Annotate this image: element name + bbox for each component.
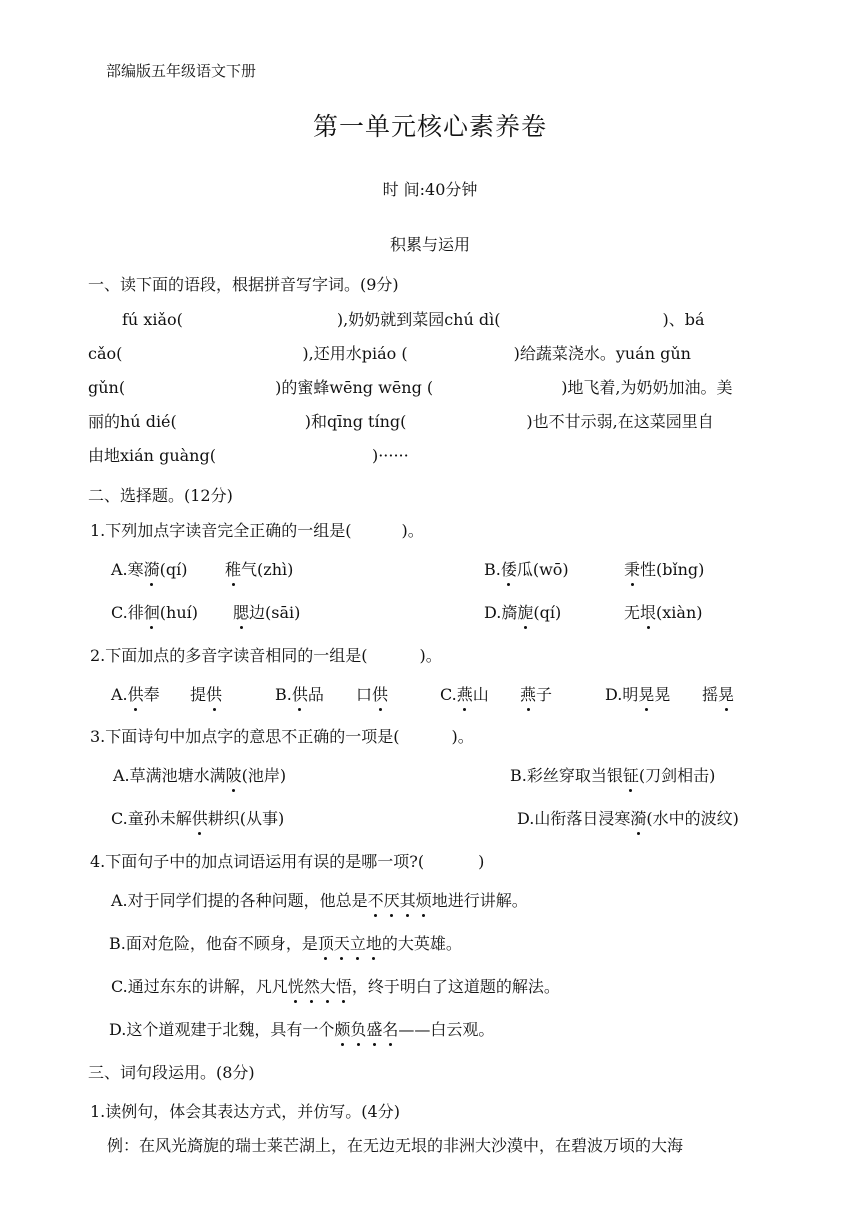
- s1-line1-b: ),奶奶就到菜园chú dì(: [336, 310, 501, 329]
- s1-line1-c: )、bá: [662, 310, 705, 329]
- s1-line3: [88, 375, 733, 398]
- s1-line3-c: )地飞着,为奶奶加油。美: [561, 378, 733, 397]
- q1-option-c: C.徘徊(huí): [111, 600, 198, 623]
- section1-title: 一、读下面的语段，根据拼音写字词。(9分): [88, 275, 399, 294]
- s1-line5-a: 由地xián guàng(: [88, 446, 216, 465]
- time-limit: 时 间:40分钟: [382, 180, 478, 199]
- section3-title: 三、词句段运用。(8分): [88, 1063, 255, 1082]
- q2-stem: [90, 643, 442, 666]
- page-title: 第一单元核心素养卷: [312, 112, 547, 141]
- q2-option-b2: 口供: [356, 682, 388, 705]
- document-header: 部编版五年级语文下册: [106, 62, 257, 80]
- q1-stem-text: 1.下列加点字读音完全正确的一组是(: [90, 521, 352, 540]
- q1-option-c2: 腮边(sāi): [233, 600, 300, 623]
- q2-stem-text: 2.下面加点的多音字读音相同的一组是(: [90, 646, 368, 665]
- q4-stem: [90, 849, 484, 872]
- q1-stem-end: )。: [401, 521, 424, 540]
- s1-line1-a: fú xiǎo(: [122, 310, 183, 329]
- s1-line3-b: )的蜜蜂wēng wēng (: [275, 378, 434, 397]
- q1-option-d2: 无垠(xiàn): [624, 600, 703, 623]
- q2-option-a2: 提供: [190, 682, 222, 705]
- s1-line4-b: )和qīng tíng(: [304, 412, 407, 431]
- q2-option-d: D.明晃晃: [605, 682, 670, 705]
- s1-line2-a: cǎo(: [88, 344, 123, 363]
- q1-stem: [90, 518, 424, 541]
- s1-line4-a: 丽的hú dié(: [88, 412, 177, 431]
- q3-option-d: D.山衔落日浸寒漪(水中的波纹): [517, 806, 739, 829]
- q4-stem-end: ): [478, 852, 485, 871]
- s1-line2-b: ),还用水piáo (: [302, 344, 408, 363]
- s1-line5-b: )······: [371, 446, 409, 465]
- q4-stem-text: 4.下面句子中的加点词语运用有误的是哪一项?(: [90, 852, 425, 871]
- section2-title: 二、选择题。(12分): [88, 486, 233, 505]
- q3-stem: [90, 724, 474, 747]
- q1-option-a: [111, 557, 188, 580]
- q3-option-c: C.童孙未解供耕织(从事): [111, 806, 284, 829]
- s1-line1: [122, 307, 705, 330]
- q1-option-a-text: A.寒漪(qí): [111, 560, 188, 579]
- q1-option-d: D.旖旎(qí): [484, 600, 561, 623]
- s1-line4: [88, 409, 714, 432]
- q1-option-a2: 稚气(zhì): [225, 557, 293, 580]
- s1-line4-c: )也不甘示弱,在这菜园里自: [526, 412, 714, 431]
- s1-line2: [88, 341, 691, 364]
- q4-option-b: B.面对危险，他奋不顾身，是顶天立地的大英雄。: [109, 931, 462, 954]
- q2-option-c: C.燕山: [440, 682, 489, 705]
- part-title: 积累与运用: [389, 235, 470, 254]
- s1-line5: [88, 443, 409, 466]
- q3-option-b: B.彩丝穿取当银钲(刀剑相击): [510, 763, 715, 786]
- q4-option-d: D.这个道观建于北魏，具有一个颇负盛名——白云观。: [109, 1017, 494, 1040]
- s1-line2-c: )给蔬菜浇水。yuán gǔn: [513, 344, 691, 363]
- q2-stem-end: )。: [419, 646, 442, 665]
- q2-option-d2: 摇晃: [702, 682, 734, 705]
- q3-stem-text: 3.下面诗句中加点字的意思不正确的一项是(: [90, 727, 400, 746]
- s3-example: 例：在风光旖旎的瑞士莱芒湖上，在无边无垠的非洲大沙漠中，在碧波万顷的大海: [107, 1136, 684, 1155]
- q2-option-a: A.供奉: [111, 682, 160, 705]
- q1-option-b2: 秉性(bǐng): [624, 557, 704, 580]
- q2-option-c2: 燕子: [520, 682, 552, 705]
- q4-option-a: A.对于同学们提的各种问题，他总是不厌其烦地进行讲解。: [111, 888, 528, 911]
- q3-stem-end: )。: [451, 727, 474, 746]
- q2-option-b: B.供品: [275, 682, 324, 705]
- s1-line3-a: gǔn(: [88, 378, 126, 397]
- s3-q1: 1.读例句，体会其表达方式，并仿写。(4分): [90, 1102, 400, 1121]
- q4-option-c: C.通过东东的讲解，凡凡恍然大悟，终于明白了这道题的解法。: [111, 974, 560, 997]
- q1-option-b: B.倭瓜(wō): [484, 557, 569, 580]
- q3-option-a: A.草满池塘水满陂(池岸): [113, 763, 286, 786]
